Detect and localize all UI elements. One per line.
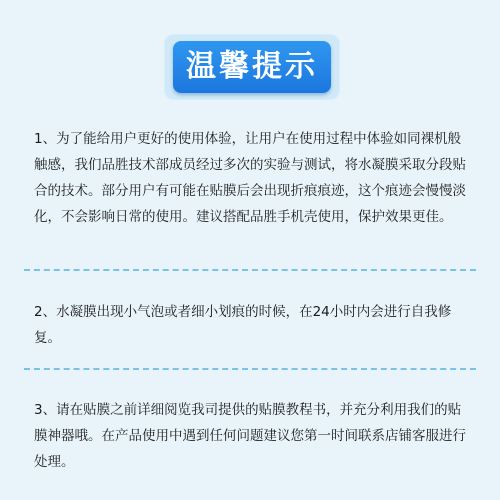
dashed-divider — [24, 368, 476, 370]
page-title: 温馨提示 — [186, 49, 318, 84]
title-badge-frame — [164, 34, 340, 100]
notice-item-2: 2、水凝膜出现小气泡或者细小划痕的时候，在24小时内会进行自我修复。 — [34, 304, 452, 346]
title-badge — [173, 41, 331, 93]
notice-item-1: 1、为了能给用户更好的使用体验，让用户在使用过程中体验如同裸机般触感，我们品胜技术部成员经过多次的实验与测试，将水凝膜采取分段贴合的技术。部分用户有可能在贴膜后会出现折痕痕迹，这个痕迹会慢慢淡化，不会影响日常的使用。建议搭配品胜手机壳使用，保护效果更佳。 — [34, 131, 466, 225]
dashed-divider — [24, 269, 476, 271]
notice-item-3: 3、请在贴膜之前详细阅览我司提供的贴膜教程书，并充分利用我们的贴膜神器哦。在产品使用中遇到任何问题建议您第一时间联系店铺客服进行处理。 — [34, 402, 466, 470]
